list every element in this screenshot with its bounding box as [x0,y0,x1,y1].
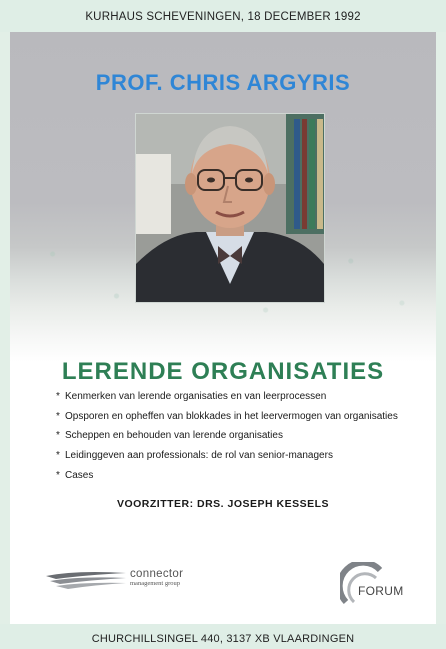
speaker-name: PROF. CHRIS ARGYRIS [95,70,351,95]
venue-address: CHURCHILLSINGEL 440, 3137 XB VLAARDINGEN [91,633,355,645]
bullet-marker: * [56,410,60,422]
list-item [56,469,426,489]
event-line: KURHAUS SCHEVENINGEN, 18 DECEMBER 1992 [85,11,361,23]
connector-subline: management group [130,580,180,587]
connector-wordmark: connector [130,568,184,580]
list-item [56,390,426,410]
seminar-title: LERENDE ORGANISATIES [61,358,385,385]
forum-logo [340,562,402,606]
connector-swoosh-icon [46,568,128,592]
list-item-text: Opsporen en opheffen van blokkades in het leervermogen van organisaties [65,410,398,422]
portrait-image [136,114,324,302]
list-item-text: Kenmerken van lerende organisaties en van leerprocessen [65,391,327,402]
list-item [56,449,426,469]
chair-line: VOORZITTER: DRS. JOSEPH KESSELS [116,498,330,510]
speaker-photo [135,113,325,303]
connector-logo [46,568,196,592]
topic-list [56,390,426,488]
list-item-text: Scheppen en behouden van lerende organisaties [65,430,283,442]
bullet-marker: * [56,469,60,481]
list-item [56,410,426,430]
list-item-text: Leidinggeven aan professionals: de rol van senior-managers [65,450,333,462]
list-item [56,429,426,449]
bullet-marker: * [56,450,60,462]
list-item-text: Cases [65,469,94,481]
forum-wordmark: FORUM [358,584,404,598]
bullet-marker: * [56,430,60,442]
bullet-marker: * [56,391,60,402]
